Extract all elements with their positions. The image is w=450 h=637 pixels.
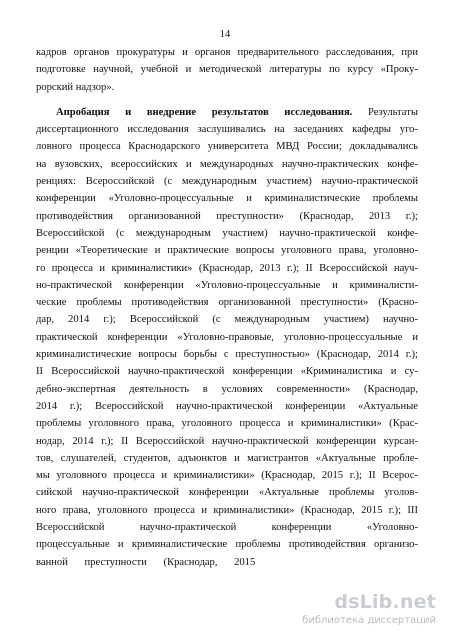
text-line: подготовке научной, учебной и методической литературы по курсу «Проку- xyxy=(36,64,418,76)
text-line-lead xyxy=(36,104,418,121)
text-line: дар, 2014 г.); Всероссийской (с международным участием) научно- xyxy=(36,314,418,326)
bold-heading: Апробация и внедрение результатов исследования. xyxy=(56,106,353,118)
watermark-caption: библиотека диссертаций xyxy=(302,615,436,626)
text-line: на вузовских, всероссийских и международных научно-практических конфе- xyxy=(36,158,418,170)
text-line: ловного процесса Краснодарского университета МВД России; докладывались xyxy=(36,141,418,153)
watermark xyxy=(302,591,442,631)
text-line: Всероссийской (с международным участием) научно-практической конфе- xyxy=(36,227,418,239)
text-line: II Всероссийской научно-практической конференции «Криминалистика и су- xyxy=(36,366,418,378)
text-line: противодействия организованной преступности» (Краснодар, 2013 г.); xyxy=(36,210,418,222)
paragraph-1 xyxy=(36,44,418,96)
document-body xyxy=(36,44,418,571)
lead-rest: Результаты xyxy=(352,106,418,118)
text-line: 2014 г.); Всероссийской научно-практической конференции «Актуальные xyxy=(36,400,418,412)
text-line: нодар, 2014 г.); II Всероссийской научно-практической конференции курсан- xyxy=(36,435,418,447)
text-line: практической конференции «Уголовно-правовые, уголовно-процессуальные и xyxy=(36,331,418,343)
text-line: проблемы уголовного права, уголовного процесса и криминалистики» (Крас- xyxy=(36,418,418,430)
text-line: ного права, уголовного процесса и криминалистики» (Краснодар, 2015 г.); III xyxy=(36,504,418,516)
text-line: дебно-экспертная деятельность в условиях современности» (Краснодар, xyxy=(36,383,418,395)
text-line: кадров органов прокуратуры и органов предварительного расследования, при xyxy=(36,47,418,58)
text-line: го процесса и криминалистики» (Краснодар, 2013 г.); II Всероссийской науч- xyxy=(36,262,418,274)
watermark-logo: dsLib.net xyxy=(334,591,436,613)
text-line: конференции «Уголовно-процессуальные и криминалистические проблемы xyxy=(36,193,418,205)
text-line: ческие проблемы противодействия организованной преступности» (Красно- xyxy=(36,297,418,309)
page-number: 14 xyxy=(219,29,231,40)
text-line: мы уголовного процесса и криминалистики» (Краснодар, 2015 г.); II Всерос- xyxy=(36,470,418,482)
text-line: тов, слушателей, студентов, адъюнктов и магистрантов «Актуальные пробле- xyxy=(36,452,418,464)
text-line: сийской научно-практической конференции «Актуальные проблемы уголов- xyxy=(36,487,418,499)
paragraph-2 xyxy=(36,104,418,571)
text-line: криминалистические вопросы борьбы с преступностью» (Краснодар, 2014 г.); xyxy=(36,349,418,361)
text-line: ренции «Теоретические и практические вопросы уголовного права, уголовно- xyxy=(36,245,418,257)
text-line: рорский надзор». xyxy=(36,81,115,93)
text-line: Всероссийской научно-практической конференции «Уголовно- xyxy=(36,522,418,534)
text-line: процессуальные и криминалистические проблемы противодействия организо- xyxy=(36,539,418,551)
text-line: но-практической конференции «Уголовно-процессуальные и криминалисти- xyxy=(36,279,418,291)
text-line: ренциях: Всероссийской (с международным участием) научно-практической xyxy=(36,176,418,188)
text-line: диссертационного исследования заслушивались на заседаниях кафедры уго- xyxy=(36,124,418,136)
text-line: ванной преступности (Краснодар, 2015 xyxy=(36,556,256,568)
